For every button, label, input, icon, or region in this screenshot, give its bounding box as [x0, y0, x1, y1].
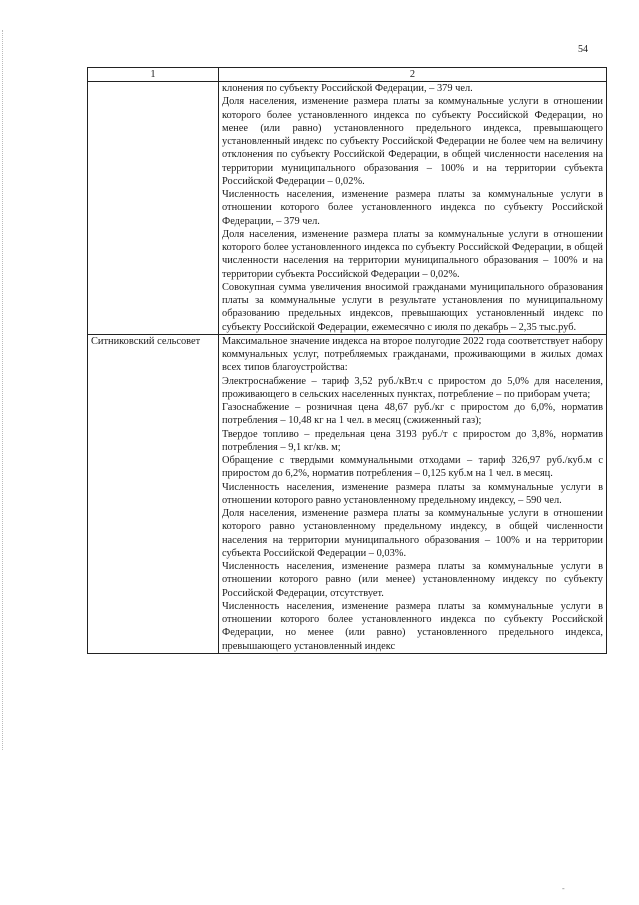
paragraph: Численность населения, изменение размера платы за коммунальные услуги в отношении которого более установленного индекса по субъекту Российской Федерации, но менее (или равно) установленного предельного индекса, превышающего установленный индекс	[222, 600, 603, 652]
paragraph: Твердое топливо – предельная цена 3193 руб./т с приростом до 3,8%, норматив потребления – 9,1 кг/кв. м;	[222, 428, 603, 453]
paragraph: Доля населения, изменение размера платы за коммунальные услуги в отношении которого более установленного индекса по субъекту Российской Федерации, но менее (или равно) установленного предельного индекса, превышающего установленный индекс по субъекту Российской Федерации не более чем на величину отклонения по субъекту Российской Федерации, в общей численности населения на территории муниципального образования – 100% и на территории субъекта Российской Федерации – 0,02%.	[222, 96, 603, 187]
paragraph: Доля населения, изменение размера платы за коммунальные услуги в отношении которого равно установленному предельному индексу, в общей численности населения на территории муниципального образования – 100% и на территории субъекта Российской Федерации – 0,03%.	[222, 508, 603, 559]
indicators-cell	[219, 334, 607, 653]
scan-speck: -	[562, 884, 565, 893]
paragraph: Электроснабжение – тариф 3,52 руб./кВт.ч с приростом до 5,0% для населения, проживающего в сельских населенных пунктах, потребление – по приборам учета;	[222, 375, 603, 400]
data-table	[87, 67, 607, 654]
paragraph: Численность населения, изменение размера платы за коммунальные услуги в отношении которого более установленного индекса по субъекту Российской Федерации, – 379 чел.	[222, 189, 603, 227]
paragraph: Численность населения, изменение размера платы за коммунальные услуги в отношении которого равно (или менее) установленному индексу по субъекту Российской Федерации, отсутствует.	[222, 561, 603, 599]
municipality-name-cell: Ситниковский сельсовет	[88, 334, 219, 653]
page-number: 54	[578, 44, 588, 55]
paragraph: Газоснабжение – розничная цена 48,67 руб./кг с приростом до 6,0%, норматив потребления – 10,48 кг на 1 чел. в месяц (сжиженный газ);	[222, 402, 603, 427]
paragraph: Обращение с твердыми коммунальными отходами – тариф 326,97 руб./куб.м с приростом до 6,2%, норматив потребления – 0,125 куб.м на 1 чел. в месяц.	[222, 455, 603, 480]
indicators-cell	[219, 82, 607, 335]
paragraph: Численность населения, изменение размера платы за коммунальные услуги в отношении которого равно установленному предельному индексу, – 590 чел.	[222, 481, 603, 506]
paragraph: Совокупная сумма увеличения вносимой гражданами муниципального образования платы за коммунальные услуги в результате установления по муниципальному образованию предельных индексов, превышающих установленный индекс по субъекту Российской Федерации, ежемесячно с июля по декабрь – 2,35 тыс.руб.	[222, 281, 603, 333]
table-row	[88, 82, 607, 335]
scan-edge-marks	[2, 30, 4, 750]
paragraph: Доля населения, изменение размера платы за коммунальные услуги в отношении которого более установленного индекса по субъекту Российской Федерации, в общей численности населения на территории муниципального образования – 100% и на территории субъекта Российской Федерации – 0,02%.	[222, 228, 603, 280]
paragraph: клонения по субъекту Российской Федерации, – 379 чел.	[222, 83, 473, 94]
table-header-row	[88, 68, 607, 82]
column-header-2: 2	[219, 68, 607, 82]
column-header-1: 1	[88, 68, 219, 82]
table-row	[88, 334, 607, 653]
paragraph: Максимальное значение индекса на второе полугодие 2022 года соответствует набору коммунальных услуг, потребляемых гражданами, проживающими в жилых домах всех типов благоустройства:	[222, 335, 603, 374]
municipality-name-cell	[88, 82, 219, 335]
